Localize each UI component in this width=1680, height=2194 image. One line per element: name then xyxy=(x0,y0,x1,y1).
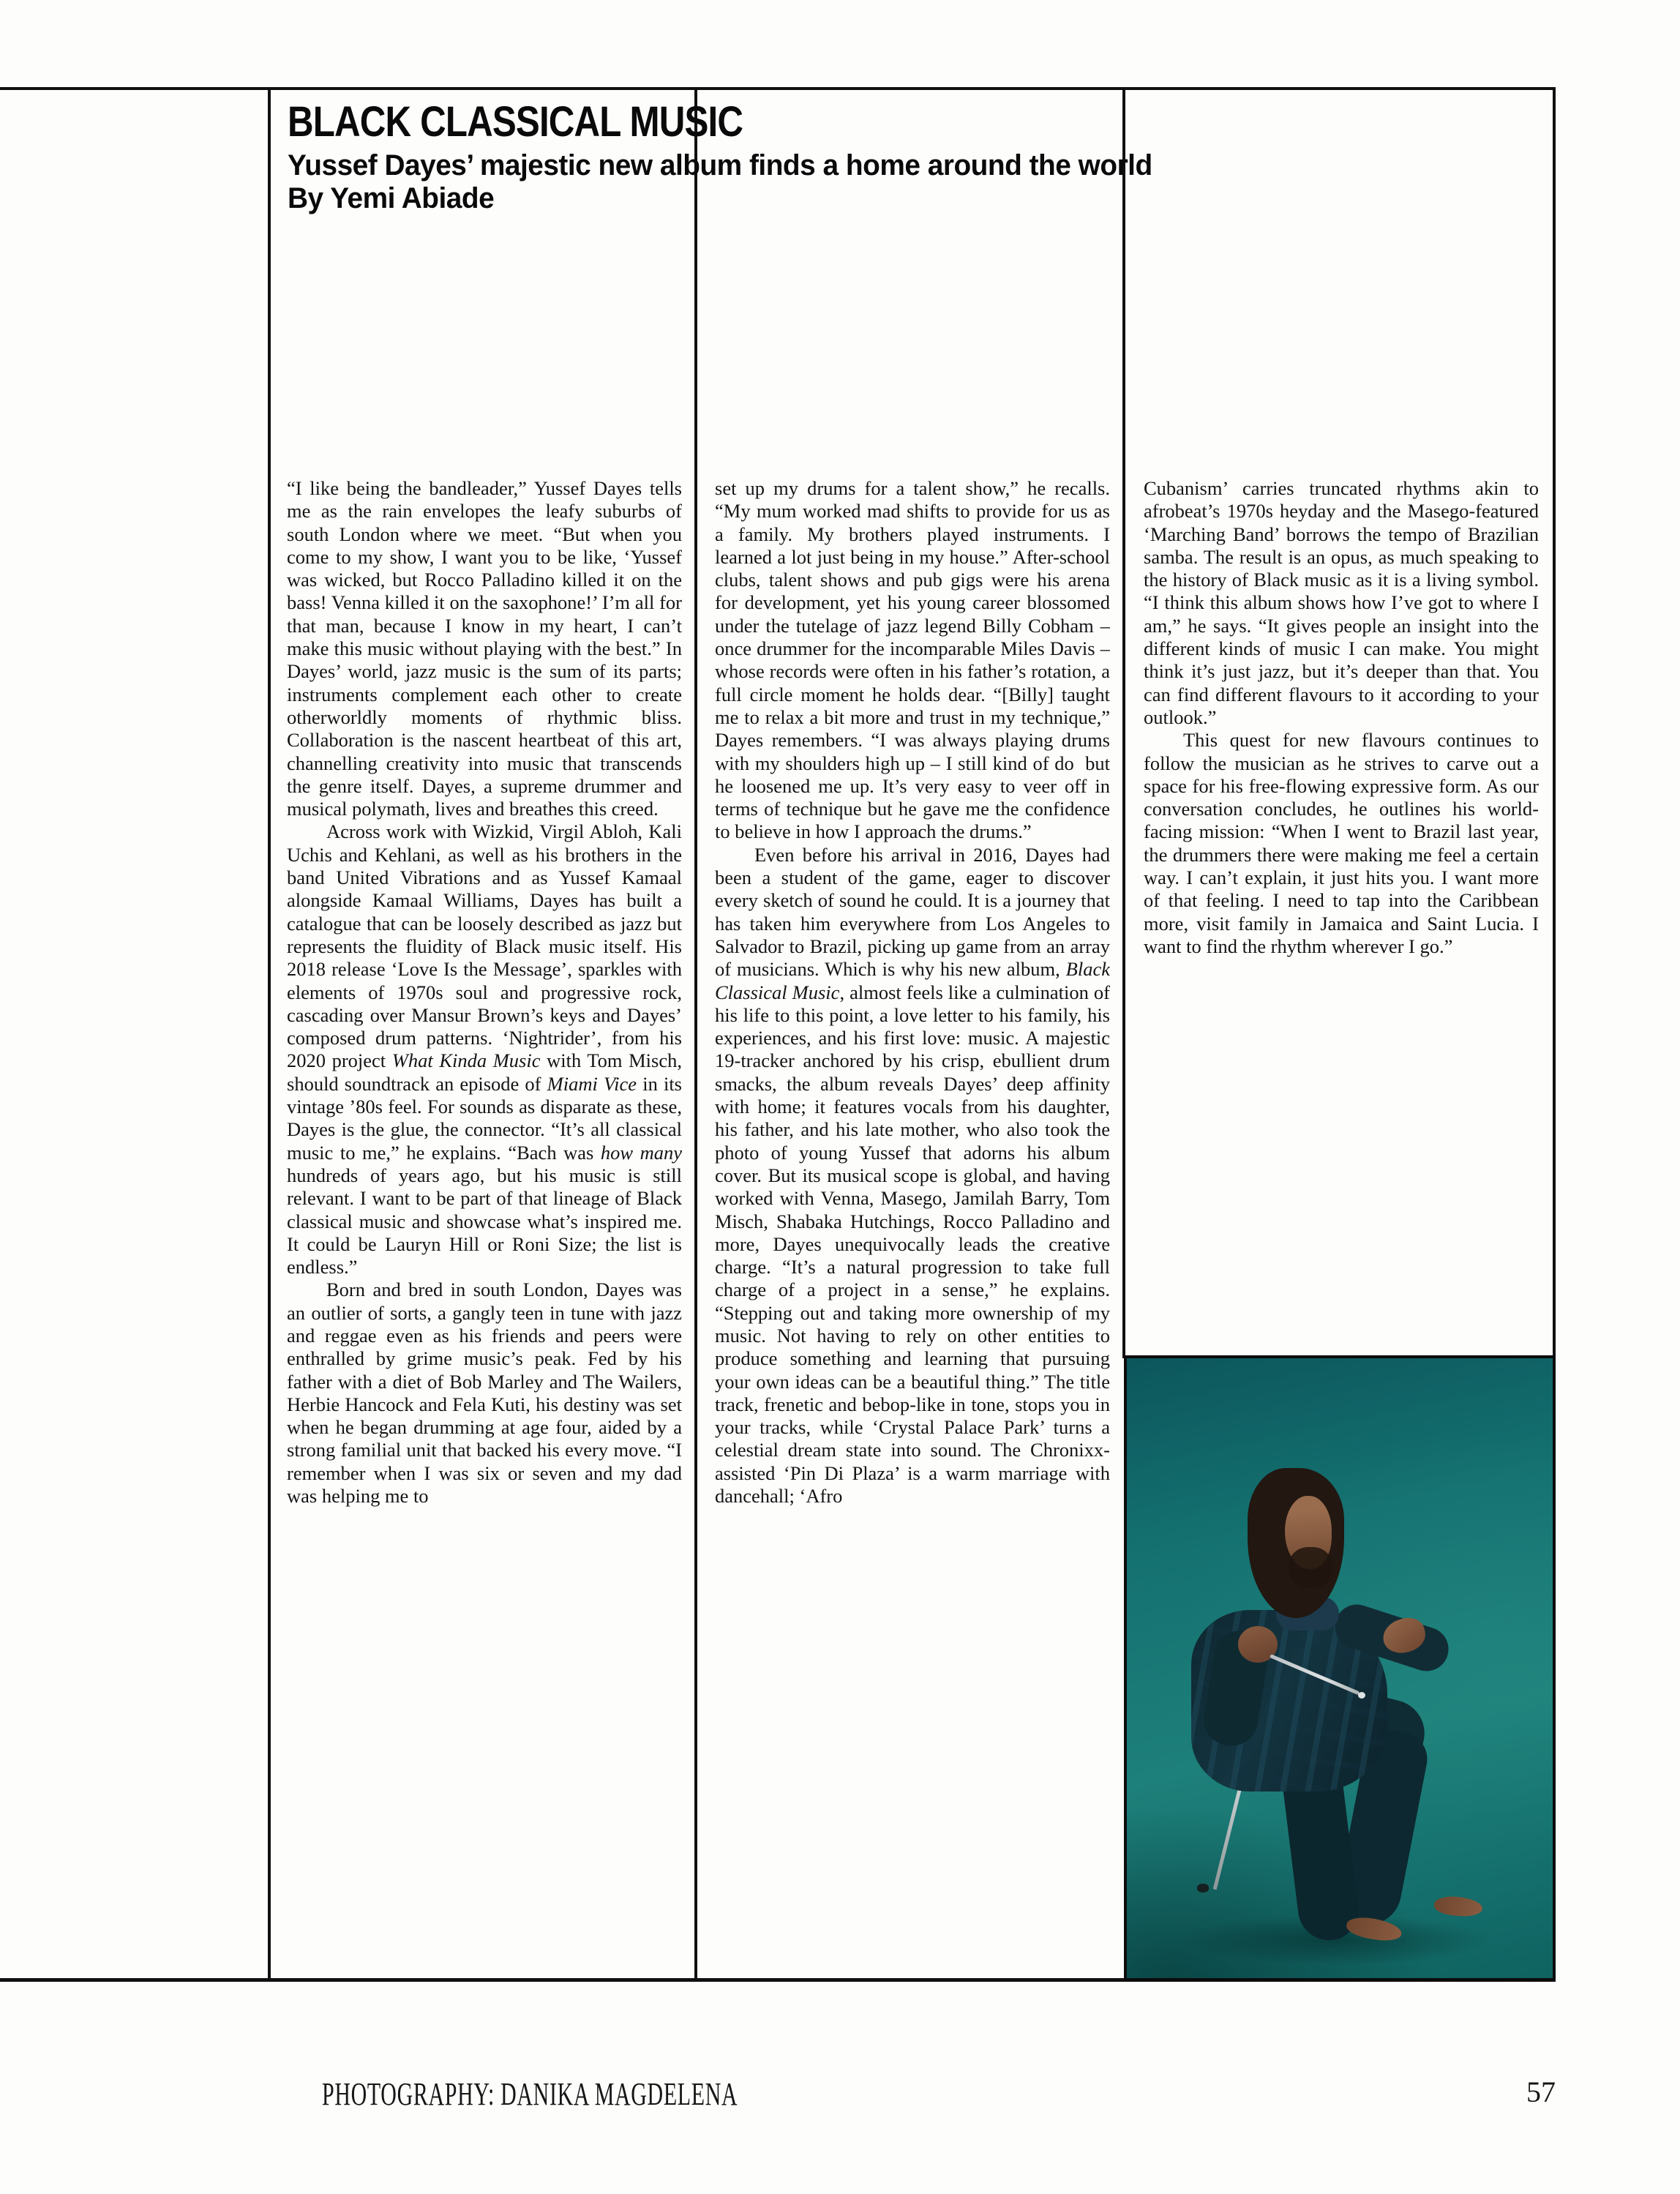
article-header xyxy=(288,98,1385,215)
column-divider-2 xyxy=(1122,87,1125,1358)
article-byline: By Yemi Abiade xyxy=(288,182,495,214)
article-paragraph: “I like being the bandleader,” Yussef Dayes tells me as the rain envelopes the leafy suburbs of south London where we meet. “But when you come to my show, I want you to be like, ‘Yussef was wicked, but Rocco Palladino killed it on the bass! Venna killed it on the saxophone!’ I’m all for that man, because I know in my heart, I can’t make this music without playing with the best.” In Dayes’ world, jazz music is the sum of its parts; instruments complement each other to create otherworldly moments of rhythmic bliss. Collaboration is the nascent heartbeat of this art, channelling creativity into music that transcends the genre itself. Dayes, a supreme drummer and musical polymath, lives and breathes this creed. xyxy=(287,477,682,820)
article-title: BLACK CLASSICAL MUSIC xyxy=(288,98,743,146)
right-vertical-rule xyxy=(1553,87,1556,1358)
article-paragraph: This quest for new flavours continues to follow the musician as he strives to carve out a space for his free-flowing expressive form. As our conversation concludes, he outlines his world-facing mission: “When I went to Brazil last year, the drummers there were making me feel a certain way. I can’t explain, it just hits you. I want more of that feeling. I need to tap into the Caribbean more, visit family in Jamaica and Saint Lucia. I want to find the rhythm wherever I go.” xyxy=(1144,729,1539,957)
yussef-dayes-photo xyxy=(1124,1355,1556,1981)
article-paragraph: Born and bred in south London, Dayes was an outlier of sorts, a gangly teen in tune with jazz and reggae even as his friends and peers were enthralled by grime music’s peak. Fed by his father with a diet of Bob Marley and The Wailers, Herbie Hancock and Fela Kuti, his destiny was set when he began drumming at age four, aided by a strong familial unit that backed his every move. “I remember when I was six or seven and my dad was helping me to xyxy=(287,1278,682,1508)
article-paragraph: set up my drums for a talent show,” he recalls. “My mum worked mad shifts to provide for us as a family. My brothers played instruments. I learned a lot just being in my house.” After-school clubs, talent shows and pub gigs were his arena for development, yet his young career blossomed under the tutelage of jazz legend Billy Cobham – once drummer for the incomparable Miles Davis – whose records were often in his father’s rotation, a full circle moment he holds dear. “[Billy] taught me to relax a bit more and trust in my technique,” Dayes remembers. “I was always playing drums with my shoulders high up – I still kind of do but he loosened me up. It’s very easy to veer off in terms of technique but he gave me the confidence to believe in how I approach the drums.” xyxy=(715,477,1110,843)
left-vertical-rule xyxy=(268,87,271,1982)
article-column-1 xyxy=(287,477,682,1974)
photography-credit: PHOTOGRAPHY: DANIKA MAGDELENA xyxy=(322,2076,738,2112)
drumstick-tip xyxy=(1358,1692,1365,1699)
top-rule xyxy=(0,87,1556,90)
drummer-beard xyxy=(1289,1547,1332,1588)
drum-leg-foot xyxy=(1197,1884,1209,1892)
column-divider-1 xyxy=(694,87,697,1982)
article-subtitle: Yussef Dayes’ majestic new album finds a home around the world xyxy=(288,149,1152,181)
page-number: 57 xyxy=(1526,2075,1556,2108)
article-paragraph: Even before his arrival in 2016, Dayes had been a student of the game, eager to discover every sketch of sound he could. It is a journey that has taken him everywhere from Los Angeles to Salvador to Brazil, picking up game from an array of musicians. Which is why his new album, Black Classical Music, almost feels like a culmination of his life to this point, a love letter to his family, his experiences, and his first love: music. A majestic 19-tracker anchored by his crisp, ebullient drum smacks, the album reveals Dayes’ deep affinity with home; it features vocals from his daughter, his father, and his late mother, who also took the photo of young Yussef that adorns his album cover. But its musical scope is global, and having worked with Venna, Masego, Jamilah Barry, Tom Misch, Shabaka Hutchings, Rocco Palladino and more, Dayes unequivocally leads the creative charge. “It’s a natural progression to take full charge of a project in a sense,” he explains. “Stepping out and taking more ownership of my music. Not having to rely on other entities to produce something and learning that pursuing your own ideas can be a beautiful thing.” The title track, frenetic and bebop-like in tone, stops you in your tracks, while ‘Crystal Palace Park’ turns a celestial dream state into sound. The Chronixx-assisted ‘Pin Di Plaza’ is a warm marriage with dancehall; ‘Afro xyxy=(715,843,1110,1508)
article-column-2 xyxy=(715,477,1110,1974)
article-paragraph: Cubanism’ carries truncated rhythms akin to afrobeat’s 1970s heyday and the Masego-featured ‘Marching Band’ borrows the tempo of Brazilian samba. The result is an opus, as much speaking to the history of Black music as it is a living symbol. “I think this album shows how I’ve got to where I am,” he says. “It gives people an insight into the different kinds of music I can make. You might think it’s just jazz, but it’s deeper than that. You can find different flavours to it according to your outlook.” xyxy=(1144,477,1539,728)
article-paragraph: Across work with Wizkid, Virgil Abloh, Kali Uchis and Kehlani, as well as his brothers in the band United Vibrations and as Yussef Kamaal alongside Kamaal Williams, Dayes has built a catalogue that can be loosely described as jazz but represents the fluidity of Black music itself. His 2018 release ‘Love Is the Message’, sparkles with elements of 1970s soul and progressive rock, cascading over Mansur Brown’s keys and Dayes’ composed drum patterns. ‘Nightrider’, from his 2020 project What Kinda Music with Tom Misch, should soundtrack an episode of Miami Vice in its vintage ’80s feel. For sounds as disparate as these, Dayes is the glue, the connector. “It’s all classical music to me,” he explains. “Bach was how many hundreds of years ago, but his music is still relevant. I want to be part of that lineage of Black classical music and showcase what’s inspired me. It could be Lauryn Hill or Roni Size; the list is endless.” xyxy=(287,820,682,1278)
